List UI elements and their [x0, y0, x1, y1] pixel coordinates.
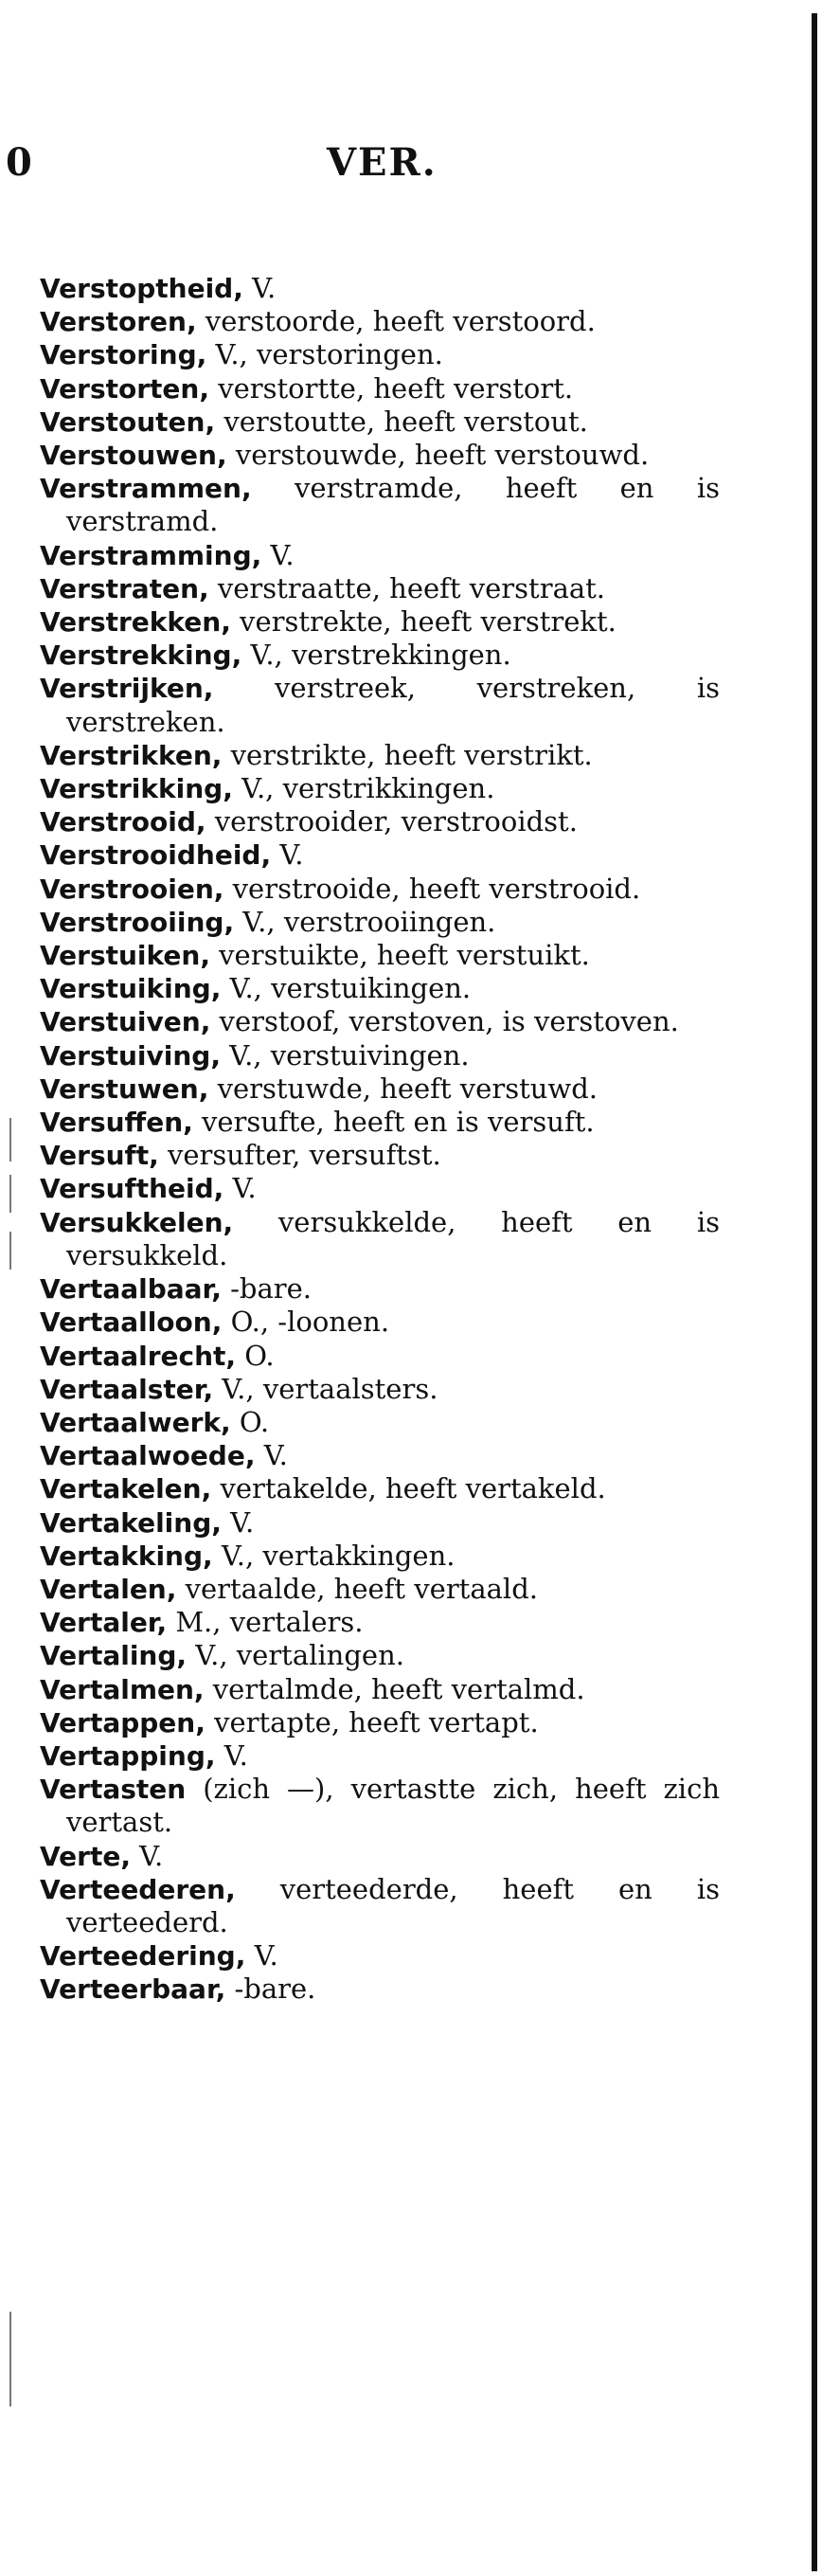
running-head: VER. — [327, 140, 438, 185]
entry-headword: Versukkelen, — [40, 1206, 234, 1238]
entry-definition: vertakelde, heeft vertakeld. — [211, 1472, 606, 1505]
dictionary-entry — [40, 605, 720, 639]
entry-headword: Verteedering, — [40, 1940, 246, 1973]
entry-definition: verstouwde, heeft verstouwd. — [226, 439, 650, 472]
entry-definition: verstrooide, heeft verstrooid. — [223, 872, 641, 905]
entry-headword: Vertaalbaar, — [40, 1273, 222, 1306]
dictionary-entry — [40, 572, 720, 605]
entry-definition: V. — [223, 1172, 257, 1205]
entry-definition: V. — [215, 1738, 248, 1772]
dictionary-entry — [40, 1873, 720, 1939]
dictionary-entry — [40, 1306, 720, 1339]
entry-headword: Verstoring, — [40, 339, 207, 371]
dictionary-entry — [40, 1139, 720, 1172]
entry-headword: Versuftheid, — [40, 1173, 224, 1205]
entry-definition: verstoorde, heeft verstoord. — [196, 305, 596, 338]
dictionary-entry — [40, 639, 720, 672]
entry-definition: verteederde, heeft en is verteederd. — [66, 1872, 720, 1938]
dictionary-entry — [40, 1172, 720, 1205]
column-rule — [812, 13, 817, 2571]
entry-definition: verstuwde, heeft verstuwd. — [208, 1072, 599, 1105]
entry-headword: Verstouwen, — [40, 440, 227, 472]
entry-definition: V. — [242, 272, 277, 304]
dictionary-entry — [40, 539, 720, 572]
entry-headword: Verte, — [40, 1840, 131, 1872]
dictionary-entry — [40, 1540, 720, 1573]
entry-headword: Verstrooidheid, — [40, 839, 272, 872]
entry-headword: Verstraten, — [40, 572, 209, 604]
entry-definition: -bare. — [225, 1973, 316, 2006]
entry-definition: vertaalde, heeft vertaald. — [176, 1572, 538, 1605]
entry-headword: Verteederen, — [40, 1873, 236, 1905]
entry-headword: Verstuwen, — [40, 1072, 209, 1105]
page-header — [0, 140, 840, 207]
entry-headword: Vertakking, — [40, 1540, 213, 1572]
entry-headword: Vertasten — [40, 1774, 187, 1806]
entry-definition: V., verstrekkingen. — [241, 639, 511, 672]
entry-headword: Verstuiven, — [40, 1006, 211, 1038]
dictionary-entry — [40, 873, 720, 906]
dictionary-entry — [40, 805, 720, 838]
dictionary-entry — [40, 1340, 720, 1373]
dictionary-entry — [40, 472, 720, 538]
entry-headword: Verstrikking, — [40, 773, 233, 805]
entry-headword: Verstrooiing, — [40, 906, 235, 938]
dictionary-entry — [40, 1573, 720, 1606]
entry-definition: versukkelde, heeft en is versukkeld. — [66, 1205, 720, 1271]
dictionary-entry — [40, 405, 720, 439]
dictionary-entry — [40, 838, 720, 872]
dictionary-entry — [40, 372, 720, 405]
dictionary-entry — [40, 439, 720, 472]
dictionary-entry — [40, 739, 720, 772]
entry-definition: verstrekte, heeft verstrekt. — [230, 605, 617, 639]
entry-headword: Verstoren, — [40, 306, 197, 338]
entry-definition: verstrikte, heeft verstrikt. — [222, 738, 593, 771]
entry-headword: Vertaalloon, — [40, 1306, 223, 1339]
dictionary-entry — [40, 1973, 720, 2006]
dictionary-entry — [40, 1939, 720, 1973]
entry-definition: V. — [261, 538, 295, 571]
entry-headword: Verstuiken, — [40, 940, 210, 972]
dictionary-entry — [40, 672, 720, 738]
entry-definition: verstraatte, heeft verstraat. — [208, 571, 606, 604]
entry-headword: Vertalmen, — [40, 1673, 205, 1705]
gutter-mark — [9, 1118, 11, 1162]
entry-headword: Vertaalster, — [40, 1373, 214, 1405]
entry-definition: verstramde, heeft en is verstramd. — [66, 472, 720, 538]
gutter-mark — [9, 1175, 11, 1213]
entry-headword: Vertaling, — [40, 1640, 188, 1672]
entry-definition: verstoof, verstoven, is verstoven. — [210, 1005, 679, 1038]
entry-headword: Vertapping, — [40, 1739, 216, 1772]
entry-definition: V., verstoringen. — [206, 338, 443, 371]
dictionary-entry — [40, 1272, 720, 1306]
dictionary-entry — [40, 272, 720, 305]
dictionary-entry — [40, 772, 720, 805]
entry-headword: Versuft, — [40, 1140, 159, 1172]
entry-definition: verstuikte, heeft verstuikt. — [209, 939, 590, 972]
entry-definition: V., vertakkingen. — [212, 1539, 456, 1572]
dictionary-entry — [40, 1005, 720, 1038]
entry-headword: Verstrekken, — [40, 606, 231, 639]
entry-headword: Verstrooien, — [40, 873, 224, 905]
entry-definition: V., vertalingen. — [187, 1639, 404, 1672]
entry-definition: V., verstuivingen. — [220, 1038, 470, 1072]
entry-definition: -bare. — [221, 1272, 312, 1306]
dictionary-entry — [40, 1206, 720, 1272]
entry-headword: Verstrammen, — [40, 473, 252, 505]
entry-headword: Versuffen, — [40, 1107, 193, 1139]
entry-definition: (zich —), vertastte zich, heeft zich vertast. — [66, 1773, 720, 1839]
entry-headword: Vertaler, — [40, 1607, 168, 1639]
dictionary-entry — [40, 1773, 720, 1839]
entry-definition: M., vertalers. — [167, 1606, 364, 1639]
entry-definition: vertalmde, heeft vertalmd. — [204, 1672, 585, 1705]
entry-definition: O., -loonen. — [222, 1306, 390, 1339]
entry-headword: Verstramming, — [40, 539, 262, 571]
dictionary-entry — [40, 1072, 720, 1106]
dictionary-entry — [40, 1472, 720, 1505]
entry-headword: Verstrekking, — [40, 639, 242, 672]
entry-definition: V. — [245, 1939, 278, 1973]
dictionary-entry — [40, 1506, 720, 1540]
entry-headword: Vertaalwoede, — [40, 1440, 256, 1472]
entry-definition: V. — [221, 1505, 255, 1539]
entry-definition: verstoutte, heeft verstout. — [215, 405, 588, 438]
entry-headword: Vertalen, — [40, 1573, 177, 1605]
dictionary-entry — [40, 1439, 720, 1472]
dictionary-entry — [40, 305, 720, 338]
entry-definition: V. — [255, 1439, 288, 1472]
entry-headword: Verstuiving, — [40, 1039, 221, 1072]
entry-headword: Vertakelen, — [40, 1473, 212, 1505]
dictionary-entry — [40, 1673, 720, 1706]
dictionary-column — [40, 272, 720, 2007]
entry-definition: vertapte, heeft vertapt. — [205, 1705, 539, 1738]
dictionary-entry — [40, 1373, 720, 1406]
entry-headword: Verteerbaar, — [40, 1973, 226, 2006]
dictionary-entry — [40, 1406, 720, 1439]
entry-definition: O. — [236, 1339, 275, 1372]
gutter-mark — [9, 2312, 11, 2406]
entry-definition: verstrooider, verstrooidst. — [206, 805, 578, 838]
entry-headword: Vertaalrecht, — [40, 1340, 237, 1372]
dictionary-entry — [40, 1039, 720, 1072]
dictionary-entry — [40, 939, 720, 972]
dictionary-entry — [40, 1706, 720, 1739]
dictionary-entry — [40, 1639, 720, 1672]
entry-headword: Verstouten, — [40, 405, 216, 438]
dictionary-entry — [40, 1840, 720, 1873]
entry-definition: V., verstrikkingen. — [232, 772, 495, 805]
entry-headword: Verstrooid, — [40, 806, 206, 838]
entry-definition: versufter, versuftst. — [158, 1139, 441, 1172]
entry-headword: Verstrijken, — [40, 673, 214, 705]
dictionary-entry — [40, 906, 720, 939]
page-number: 0 — [6, 140, 33, 185]
entry-headword: Verstoptheid, — [40, 273, 243, 304]
gutter-mark — [9, 1232, 11, 1270]
entry-headword: Vertaalwerk, — [40, 1406, 231, 1438]
dictionary-entry — [40, 1106, 720, 1139]
entry-headword: Verstrikken, — [40, 739, 223, 771]
entry-headword: Verstuiking, — [40, 973, 222, 1005]
dictionary-entry — [40, 1739, 720, 1773]
dictionary-entry — [40, 338, 720, 371]
dictionary-entry — [40, 1606, 720, 1639]
entry-definition: V., verstuikingen. — [221, 972, 472, 1005]
entry-definition: V., vertaalsters. — [213, 1372, 438, 1405]
entry-definition: versufte, heeft en is versuft. — [192, 1106, 595, 1139]
entry-headword: Verstorten, — [40, 372, 209, 405]
entry-headword: Vertappen, — [40, 1706, 206, 1738]
dictionary-entry — [40, 972, 720, 1005]
entry-definition: verstreek, verstreken, is verstreken. — [66, 672, 720, 738]
entry-definition: V. — [271, 838, 304, 872]
entry-definition: V., verstrooiingen. — [234, 905, 496, 938]
entry-definition: V. — [130, 1839, 164, 1872]
entry-headword: Vertakeling, — [40, 1506, 222, 1539]
entry-definition: O. — [230, 1405, 270, 1438]
entry-definition: verstortte, heeft verstort. — [208, 371, 574, 405]
